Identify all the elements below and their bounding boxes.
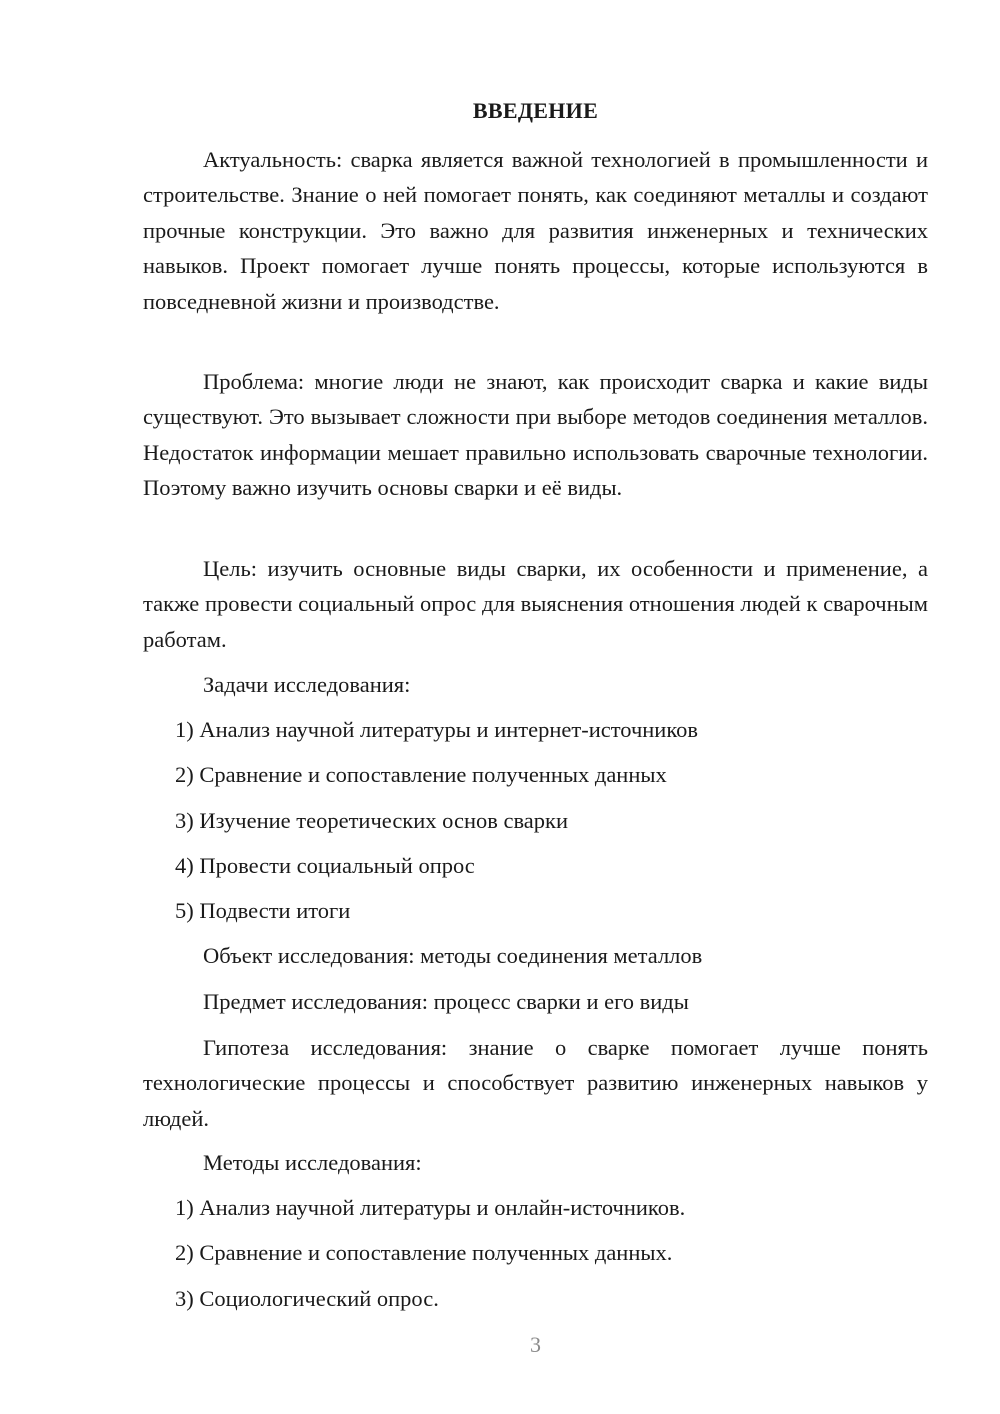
method-item: 2) Сравнение и сопоставление полученных данных.: [175, 1240, 673, 1265]
document-page: [143, 0, 928, 1414]
goal-paragraph: Цель: изучить основные виды сварки, их особенности и применение, а также провести социальный опрос для выяснения отношения людей к сварочным работам.: [143, 556, 928, 652]
page-number: 3: [530, 1332, 541, 1357]
page-title: ВВЕДЕНИЕ: [472, 98, 599, 123]
task-item: 5) Подвести итоги: [175, 898, 351, 923]
method-item: 1) Анализ научной литературы и онлайн-источников.: [175, 1195, 686, 1220]
research-object: Объект исследования: методы соединения металлов: [203, 943, 703, 968]
methods-heading: Методы исследования:: [203, 1150, 422, 1175]
task-item: 1) Анализ научной литературы и интернет-источников: [175, 717, 699, 742]
research-subject: Предмет исследования: процесс сварки и его виды: [203, 989, 689, 1014]
problem-paragraph: Проблема: многие люди не знают, как происходит сварка и какие виды существуют. Это вызывает сложности при выборе методов соединения металлов. Недостаток информации мешает правильно использовать сварочные технологии. Поэтому важно изучить основы сварки и её виды.: [143, 369, 928, 501]
task-item: 3) Изучение теоретических основ сварки: [175, 808, 569, 833]
task-item: 2) Сравнение и сопоставление полученных данных: [175, 762, 667, 787]
task-item: 4) Провести социальный опрос: [175, 853, 475, 878]
method-item: 3) Социологический опрос.: [175, 1286, 439, 1311]
tasks-heading: Задачи исследования:: [203, 672, 411, 697]
hypothesis-paragraph: Гипотеза исследования: знание о сварке помогает лучше понять технологические процессы и способствует развитию инженерных навыков у людей.: [143, 1035, 928, 1131]
relevance-paragraph: Актуальность: сварка является важной технологией в промышленности и строительстве. Знание о ней помогает понять, как соединяют металлы и создают прочные конструкции. Это важно для развития инженерных и технических навыков. Проект помогает лучше понять процессы, которые используются в повседневной жизни и производстве.: [143, 147, 928, 314]
